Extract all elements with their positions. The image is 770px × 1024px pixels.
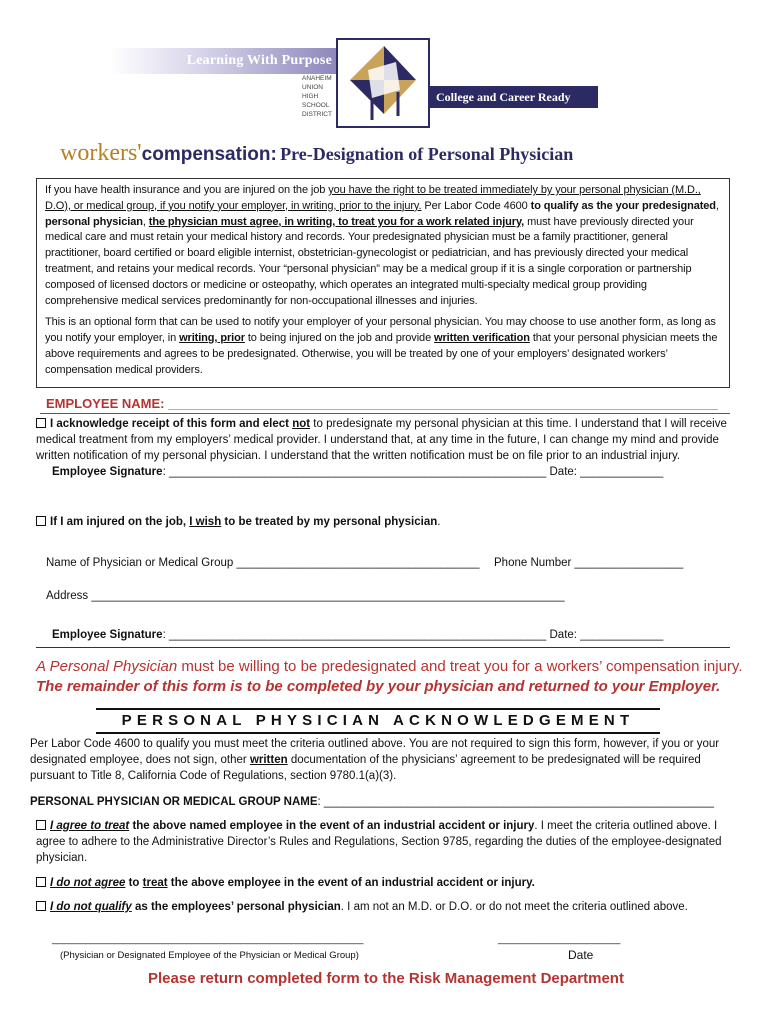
district-line: ANAHEIM <box>302 75 332 82</box>
text: writing, prior <box>179 332 245 345</box>
predesignate-checkbox[interactable] <box>36 516 46 526</box>
text: written verification <box>434 332 530 345</box>
text: If you have health insurance and you are injured on the job <box>45 184 329 196</box>
text: treat <box>142 877 168 889</box>
text: that your personal physician meets the above requirements and agrees to be predesignated. Otherwise, you will be treated by one of your employers’ designated workers’ compensation medical providers. <box>45 332 718 376</box>
text: the above named employee in the event of an industrial accident or injury <box>129 820 535 832</box>
ccr-text: College and Career Ready <box>436 90 571 104</box>
district-logo <box>336 38 430 128</box>
page-title <box>60 140 720 172</box>
text: to being injured on the job and provide <box>244 332 435 345</box>
signature-row-1[interactable] <box>36 464 730 480</box>
employee-name-field[interactable]: EMPLOYEE NAME: ____________________________________________________________________________ <box>46 396 718 411</box>
option-not-agree <box>36 875 726 891</box>
text: , <box>142 215 149 228</box>
text: A Personal Physician <box>36 658 178 675</box>
divider <box>36 647 730 648</box>
text: to qualify as the your predesignated <box>530 199 716 212</box>
text: I do not agree <box>50 877 126 889</box>
text: not <box>292 418 311 430</box>
acknowledgement-title: PERSONAL PHYSICIAN ACKNOWLEDGEMENT <box>96 708 660 734</box>
text: I wish <box>189 516 222 528</box>
option-decline <box>36 416 730 480</box>
intro-box <box>36 178 730 388</box>
not-agree-checkbox[interactable] <box>36 877 46 887</box>
tagline-band <box>110 48 340 74</box>
acknowledgement-paragraph <box>30 736 720 784</box>
signature-row-2[interactable] <box>52 629 663 641</box>
signature-line: : ___________________________________________________________ Date: _____________ <box>162 629 664 641</box>
decline-checkbox[interactable] <box>36 418 46 428</box>
title-rest: Pre-Designation of Personal Physician <box>280 144 574 164</box>
text: . I meet the criteria outlined above. I agree to adhere to the Administrative Director’s Rules and Regulations, Section 9785, regarding the duties of the employee-designated physician. <box>36 820 722 864</box>
option-agree <box>36 818 726 866</box>
personal-physician-note <box>36 658 743 675</box>
signature-label: Employee Signature <box>52 466 163 478</box>
title-compensation: compensation: <box>141 144 277 165</box>
text: Per Labor Code 4600 to qualify you must meet the criteria outlined above. You are not required to sign this form, however, if you or your designated employee, does not sign, other <box>30 738 720 766</box>
text: : _____________________________________________________________ <box>317 796 715 808</box>
district-header <box>110 38 630 134</box>
text: I do not qualify <box>50 901 132 913</box>
intro-paragraph-2 <box>45 315 721 378</box>
physician-group-name-field[interactable] <box>30 796 714 808</box>
district-line: DISTRICT <box>302 111 332 118</box>
physician-name-field[interactable]: Name of Physician or Medical Group ______________________________________ <box>46 557 480 569</box>
logo-graphic <box>338 40 428 126</box>
text: , <box>715 199 719 212</box>
text: I acknowledge receipt of this form and elect <box>50 418 293 430</box>
text: to be treated by my personal physician <box>221 516 438 528</box>
text: to <box>125 877 143 889</box>
signature-line: : ___________________________________________________________ Date: _____________ <box>162 466 664 478</box>
text: personal physician <box>45 215 143 228</box>
text: Per Labor Code 4600 <box>421 199 531 212</box>
text: . <box>437 516 441 528</box>
address-field[interactable]: Address __________________________________________________________________________ <box>46 590 565 602</box>
district-line: HIGH <box>302 93 319 100</box>
district-line: SCHOOL <box>302 102 330 109</box>
text: If I am injured on the job, <box>50 516 190 528</box>
text: must be willing to be predesignated and treat you for a workers’ compensation injury. <box>177 658 743 675</box>
option-predesignate <box>36 516 440 528</box>
text: documentation of the physicians’ agreement to be predesignated will be required pursuant to Title 8, California Code of Regulations, section 9780.1(a)(3). <box>30 754 701 782</box>
text: . I am not an M.D. or D.O. or do not meet the criteria outlined above. <box>340 901 688 913</box>
phone-number-field[interactable]: Phone Number _________________ <box>494 557 684 569</box>
text: PERSONAL PHYSICIAN OR MEDICAL GROUP NAME <box>30 796 318 808</box>
agree-checkbox[interactable] <box>36 820 46 830</box>
text: This is an optional form that can be used to notify your employer of your personal physician. You may choose to use another form, as long as you notify your employer, in <box>45 316 716 345</box>
text: the above employee in the event of an industrial accident or injury. <box>167 877 535 889</box>
physician-signature-line[interactable]: ________________________________________________________ <box>52 934 364 945</box>
date-line[interactable]: ______________________ <box>498 934 621 945</box>
remainder-note: The remainder of this form is to be completed by your physician and returned to your Employer. <box>36 678 721 695</box>
option-not-qualify <box>36 899 726 915</box>
text: I agree to treat <box>50 820 130 832</box>
intro-paragraph-1 <box>45 183 721 309</box>
divider <box>40 413 730 414</box>
district-line: UNION <box>302 84 323 91</box>
title-workers: workers' <box>60 140 142 166</box>
not-qualify-checkbox[interactable] <box>36 901 46 911</box>
return-instruction: Please return completed form to the Risk Management Department <box>148 970 624 987</box>
physician-signature-caption: (Physician or Designated Employee of the Physician or Medical Group) <box>60 950 359 961</box>
text: must have previously directed your medical care and must retain your medical history and records. Your predesignated physician must be a family practitioner, general practitioner, board certified or board eligible internist, obstetrician-gynecologist or pediatrician, and has previously directed your medical treatment, and retains your medical records. Your “personal physician” may be a medical group if it is a single corporation or partnership composed of licensed doctors or medicine or osteopathy, which operates an integrated multi-specialty medical group providing comprehensive medical services predominantly for non-occupational illnesses and injuries. <box>45 215 694 307</box>
text: you have the right to be treated immediately by your personal physician (M.D., D.O), or medical group, if you notify your employer, in writing, prior to the injury. <box>45 184 701 212</box>
signature-label: Employee Signature <box>52 629 163 641</box>
text: to predesignate my personal physician at this time. I understand that I will receive medical treatment from my employers’ medical provider. I understand that, at any time in the future, I can change my mind and provide written notification of my personal physician. I understand that the written notification must be on file prior to an industrial injury. <box>36 418 727 462</box>
ccr-band <box>428 86 598 108</box>
text: the physician must agree, in writing, to treat you for a work related injury, <box>148 215 525 228</box>
tagline: Learning With Purpose <box>186 53 332 68</box>
text: written <box>249 754 288 766</box>
text: as the employees’ personal physician <box>131 901 341 913</box>
date-caption: Date <box>568 948 594 962</box>
